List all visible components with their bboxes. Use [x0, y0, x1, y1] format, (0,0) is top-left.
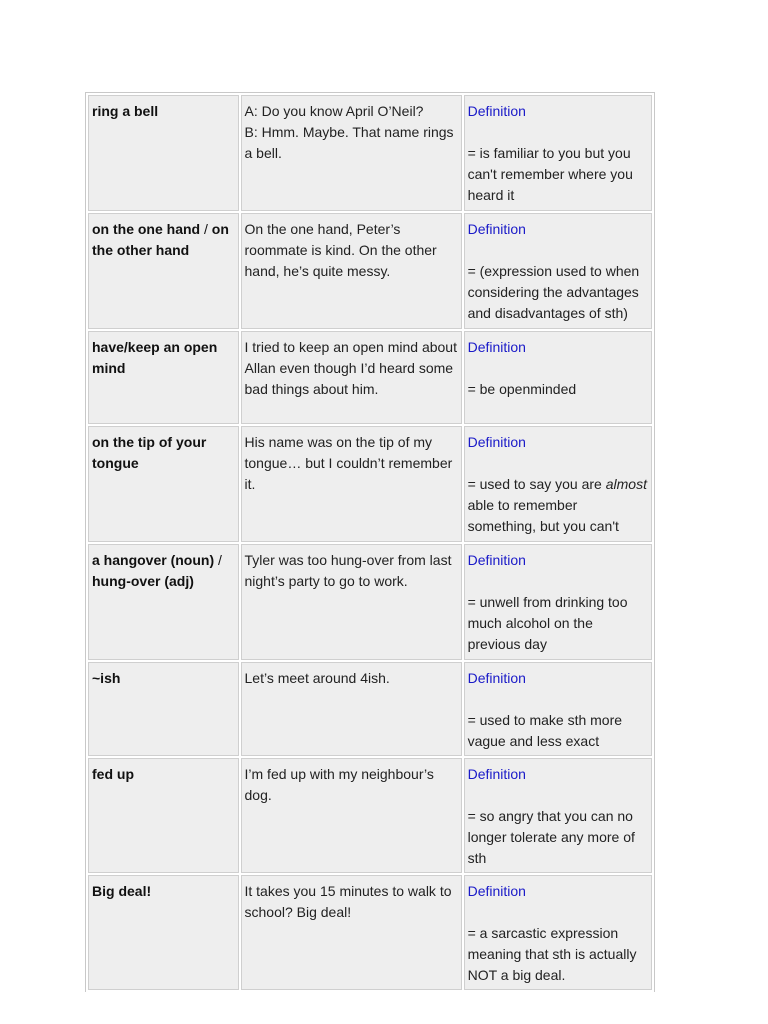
- idioms-table-container: [85, 92, 655, 992]
- idiom-text: fed up: [92, 766, 134, 782]
- table-row: [88, 331, 652, 424]
- idiom-cell: [88, 213, 239, 329]
- example-cell: [241, 758, 462, 873]
- example-text: I tried to keep an open mind about Allan even though I’d heard some bad things about him.: [244, 339, 457, 397]
- example-text: Let’s meet around 4ish.: [244, 670, 390, 686]
- definition-link[interactable]: Definition: [467, 766, 526, 782]
- example-text: It takes you 15 minutes to walk to school? Big deal!: [244, 883, 452, 920]
- example-cell: [241, 662, 462, 756]
- definition-cell: [464, 662, 652, 756]
- definition-text: = be openminded: [467, 381, 577, 397]
- definition-cell: [464, 331, 652, 424]
- table-row: [88, 875, 652, 990]
- idiom-cell: [88, 95, 239, 211]
- idiom-cell: [88, 331, 239, 424]
- example-cell: [241, 544, 462, 660]
- table-row: [88, 213, 652, 329]
- definition-text-pre: = used to say you are: [467, 476, 606, 492]
- example-cell: [241, 875, 462, 990]
- spacer: [468, 571, 648, 592]
- example-text: His name was on the tip of my tongue… but I couldn’t remember it.: [244, 434, 453, 492]
- definition-link[interactable]: Definition: [467, 670, 526, 686]
- spacer: [468, 240, 648, 261]
- table-row: [88, 95, 652, 211]
- example-cell: [241, 95, 462, 211]
- example-line-1: [245, 101, 458, 164]
- idiom-cell: [88, 426, 239, 542]
- idiom-cell: [88, 662, 239, 756]
- definition-cell: [464, 426, 652, 542]
- spacer: [468, 122, 648, 143]
- definition-text: = (expression used to when considering the advantages and disadvantages of sth): [467, 263, 640, 321]
- idiom-cell: [88, 544, 239, 660]
- definition-text: = a sarcastic expression meaning that sth is actually NOT a big deal.: [467, 925, 637, 983]
- definition-emphasis: almost: [605, 476, 647, 492]
- definition-link[interactable]: Definition: [467, 103, 526, 119]
- definition-cell: [464, 544, 652, 660]
- idiom-text: ~ish: [92, 670, 121, 686]
- table-row: [88, 426, 652, 542]
- definition-text: = is familiar to you but you can't remember where you heard it: [467, 145, 633, 203]
- table-row: [88, 544, 652, 660]
- idiom-text: have/keep an open mind: [92, 339, 218, 376]
- table-row: [88, 758, 652, 873]
- definition-cell: [464, 875, 652, 990]
- spacer: [468, 902, 648, 923]
- example-line: A: Do you know April O’Neil?: [244, 103, 424, 119]
- definition-link[interactable]: Definition: [467, 339, 526, 355]
- definition-link[interactable]: Definition: [467, 434, 526, 450]
- idiom-cell: [88, 758, 239, 873]
- idiom-separator: /: [214, 552, 222, 568]
- example-text: On the one hand, Peter’s roommate is kind. On the other hand, he’s quite messy.: [244, 221, 437, 279]
- idiom-text: on the one hand: [92, 221, 201, 237]
- idiom-cell: [88, 875, 239, 990]
- table-row: [88, 662, 652, 756]
- definition-cell: [464, 213, 652, 329]
- definition-text: [468, 474, 648, 537]
- idiom-text-alt: hung-over (adj): [92, 573, 194, 589]
- definition-link[interactable]: Definition: [467, 221, 526, 237]
- example-cell: [241, 213, 462, 329]
- example-cell: [241, 331, 462, 424]
- idiom-text: a hangover (noun): [92, 552, 215, 568]
- definition-cell: [464, 758, 652, 873]
- example-text: Tyler was too hung-over from last night’s party to go to work.: [244, 552, 452, 589]
- spacer: [468, 453, 648, 474]
- idiom-separator: /: [200, 221, 212, 237]
- idioms-table: [86, 93, 654, 992]
- example-text: I’m fed up with my neighbour’s dog.: [244, 766, 434, 803]
- idiom-text: Big deal!: [92, 883, 152, 899]
- idiom-text: on the tip of your tongue: [92, 434, 207, 471]
- spacer: [468, 689, 648, 710]
- definition-cell: [464, 95, 652, 211]
- example-line: B: Hmm. Maybe. That name rings a bell.: [244, 124, 454, 161]
- spacer: [468, 358, 648, 379]
- definition-text: = so angry that you can no longer tolerate any more of sth: [467, 808, 635, 866]
- definition-text: = unwell from drinking too much alcohol on the previous day: [467, 594, 628, 652]
- idiom-text-alt: on the other hand: [92, 221, 229, 258]
- spacer: [468, 785, 648, 806]
- idiom-text: ring a bell: [92, 103, 159, 119]
- definition-link[interactable]: Definition: [467, 883, 526, 899]
- example-cell: [241, 426, 462, 542]
- definition-link[interactable]: Definition: [467, 552, 526, 568]
- definition-text: = used to make sth more vague and less exact: [467, 712, 623, 749]
- definition-text-post: able to remember something, but you can't: [467, 497, 619, 534]
